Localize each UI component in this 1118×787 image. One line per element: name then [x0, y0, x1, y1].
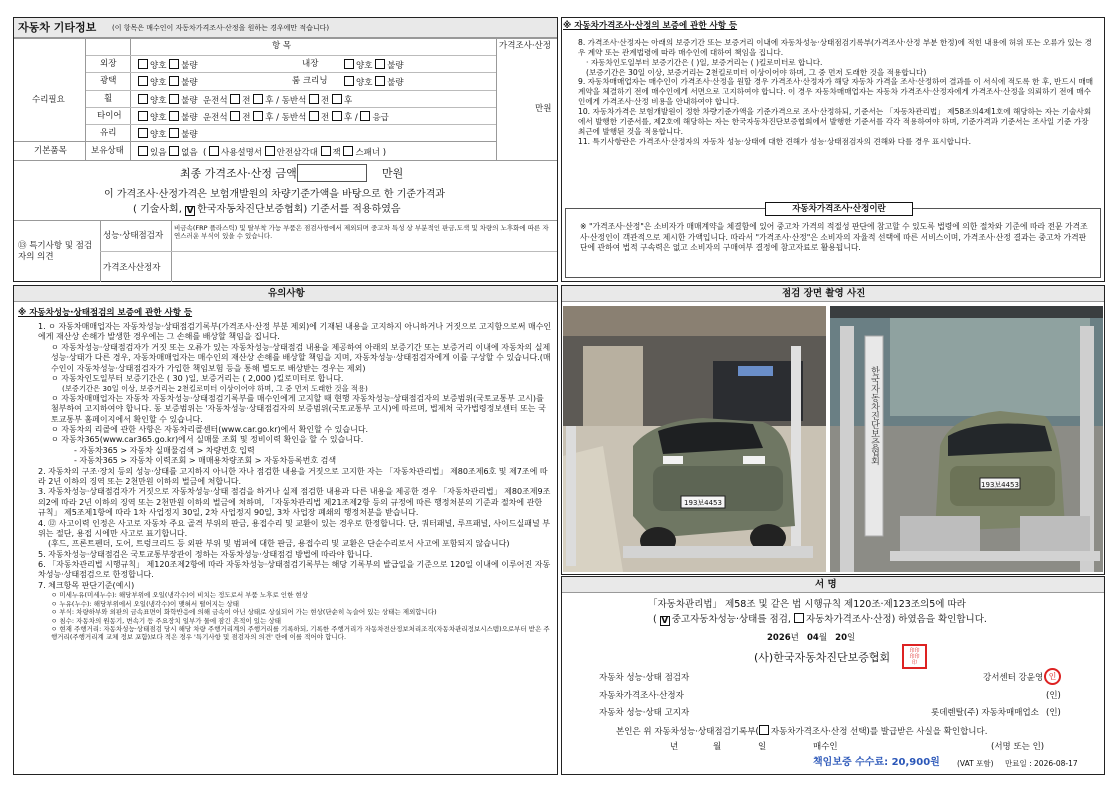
standard-line2-a: ( 기술사회,: [133, 204, 182, 215]
sign-year: 2026: [767, 633, 791, 643]
sign-month: 04: [807, 633, 819, 643]
buyer-sign: (서명 또는 인): [991, 742, 1045, 752]
checkbox[interactable]: [321, 146, 331, 156]
sign-year-unit: 년: [790, 633, 799, 643]
buyer-label: 매수인: [813, 742, 838, 752]
org-seal: 印印 印印 印: [902, 644, 927, 669]
caution-item: 1. ㅇ 자동차매매업자는 자동차성능·상태점검기록부(가격조사·산정 부분 제외)에 기재된 내용을 고지하지 아니하거나 거짓으로 고지함으로써 매수인에게 재산상 손해가 발생한 경우에는 그 손해를 배상할 책임을 집니다.: [38, 322, 552, 342]
inspector-label: 성능·상태점검자: [103, 231, 164, 241]
inspection-photo-front: [563, 306, 826, 572]
caution-list: [38, 322, 552, 642]
checkbox[interactable]: [309, 94, 319, 104]
row-label-gloss: 광택: [100, 76, 117, 86]
col-item-header: 항 목: [272, 41, 292, 51]
checkbox[interactable]: [360, 111, 370, 121]
association-sign: 한국자동차진단보증협회: [869, 366, 879, 465]
checkbox[interactable]: [230, 111, 240, 121]
price-note-item: 9. 자동차매매업자는 매수인이 가격조사·산정을 원할 경우 가격조사·산정자가 해당 자동차 가격을 조사·산정하여 결과를 이 서식에 적도록 한 후, 반드시 매매계약을 체결하기 전에 매수인에게 서면으로 고지하여야 합니다. 이 경우 자동차매매업자는 자동차 가격조사·산정자에게 가격조사·산정을 의뢰하기 전에 매수인에게 가격조사·산정 비용을 안내하여야 합니다.: [578, 77, 1094, 107]
row-label-wheel: 휠: [104, 94, 113, 104]
signature-line2-b: 자동차가격조사·산정) 하였음을 확인합니다.: [805, 614, 987, 625]
definition-title: 자동차가격조사·산정이란: [765, 202, 913, 216]
caution-item: 4. ⑫ 사고이력 인정은 사고로 자동차 주요 골격 부위의 판금, 용접수리 및 교환이 있는 경우로 한정합니다. 단, 쿼터패널, 루프패널, 사이드실패널 부위는 절단, 용접 시에만 사고로 표기합니다.: [38, 518, 550, 538]
definition-text: ※ "가격조사·산정"은 소비자가 매매계약을 체결함에 있어 중고차 가격의 적절성 판단에 참고할 수 있도록 법령에 의한 절차와 기준에 따라 전문 가격조사·산정인이 객관적으로 제시한 가액입니다. 따라서 "가격조사·산정"은 소비자의 자율적 선택에 따른 서비스이며, 가격조사·산정 결과는 중고차 가격판단에 관하여 법적 구속력은 없고 소비자의 구매여부 결정에 참고자료로 활용됩니다.: [580, 222, 1088, 253]
row-label-exterior: 외장: [100, 59, 117, 69]
col-price-header: 가격조사·산정: [499, 41, 551, 51]
buyer-confirm-a: 본인은 위 자동차성능·상태점검기록부(: [616, 727, 759, 737]
checkbox[interactable]: [169, 76, 179, 86]
price-note-list: [578, 38, 1096, 146]
caution-item: ㅇ 자동차의 리콜에 관한 사항은 자동차리콜센터(www.car.go.kr)에서 확인할 수 있습니다.: [51, 425, 369, 434]
inspector-seal: 인: [1044, 668, 1061, 685]
sign-row-value: 롯데렌탈(주) 자동차매매업소: [931, 708, 1039, 718]
checkbox[interactable]: [375, 59, 385, 69]
caution-item: (후드, 프론트펜더, 도어, 트렁크리드 등 외판 부위 및 범퍼에 대한 판금, 용접수리 및 교환은 단순수리로서 사고에 포함되지 않습니다): [48, 539, 510, 549]
row-opts-wheel: 양호 불량 운전석 전 후 / 동반석 전 후: [138, 94, 352, 107]
caution-item: - 자동차365 > 자동차 실매물검색 > 차량번호 입력: [74, 445, 255, 455]
signature-line2: ( V 중고자동차성능·상태를 점검, 자동차가격조사·산정) 하였음을 확인합니다.: [653, 614, 987, 626]
checkbox[interactable]: [794, 613, 804, 623]
row-opts-glass: 양호 불량: [138, 128, 198, 141]
row-label-room: 룸 크리닝: [292, 76, 328, 86]
row-opts-interior: 양호 불량: [344, 59, 404, 72]
plate-number-lift: 193보4453: [981, 481, 1019, 489]
checkbox[interactable]: [138, 76, 148, 86]
final-price-input[interactable]: [297, 164, 367, 182]
checkbox[interactable]: [138, 128, 148, 138]
signature-line2-a: 중고자동차성능·상태를 점검,: [671, 614, 791, 625]
fee-text: 책임보증 수수료: 20,900원: [813, 757, 940, 768]
checkbox[interactable]: [209, 146, 219, 156]
row-opts-basic: 있음 없음 ( 사용설명서 안전삼각대 잭 스패너 ): [138, 146, 386, 159]
checkbox[interactable]: [169, 146, 179, 156]
checkbox[interactable]: [332, 94, 342, 104]
sign-date: [767, 633, 855, 644]
signature-title: 서 명: [815, 579, 837, 590]
fee-vat: (VAT 포함): [957, 759, 994, 768]
standard-line2-b: 한국자동차진단보증협회) 기준서를 적용하였음: [197, 204, 401, 215]
sign-row-label: 자동차 성능·상태 점검자: [599, 673, 690, 683]
criteria-item: ㅇ 미세누유(미세누수): 해당부위에 오일(냉각수)이 비치는 정도로서 부품 노후로 인한 현상: [51, 591, 308, 600]
other-info-subtitle: (이 항목은 매수인이 자동차가격조사·산정을 원하는 경우에만 적습니다): [112, 24, 330, 32]
caution-item: 2. 자동차의 구조·장치 등의 성능·상태를 고지하지 아니한 자나 점검한 내용을 거짓으로 고지한 자는 「자동차관리법」 제80조제6호 및 제7조에 따라 2년 이하의 징역 또는 2천만원 이하의 벌금에 처합니다.: [38, 466, 548, 486]
unit-label: 만원: [535, 104, 552, 114]
criteria-item: ㅇ 현재 주행거리: 자동차성능·상태점검 당시 해당 차량 주행거리계의 주행거리를 기록하되, 기록한 주행거리가 자동차전산정보처리조직(자동차관리정보시스템)으로부터 받은 주행거리(주행거리계 교체 정보 포함)보다 적은 경우 '특기사항 및 점검자의 의견' 란에 이를 적어야 합니다.: [51, 625, 550, 642]
checkbox[interactable]: [265, 146, 275, 156]
caution-item: 3. 자동차성능·상태점검자가 거짓으로 자동차성능·상태 점검을 하거나 실제 점검한 내용과 다른 내용을 제공한 경우 「자동차관리법」 제80조제9조의2에 따라 2년 이하의 징역 또는 2천만원 이하의 벌금에 처하며, 「자동차관리법 제21조제2항 등의 규정에 따른 행정처분의 기준과 절차에 관한 규칙」 제5조제1항에 따라 1차 사업정지 30일, 2차 사업정지 90일, 3차 사업장 폐쇄의 행정처분을 받습니다.: [38, 487, 551, 518]
sign-day: 20: [835, 633, 848, 643]
plate-number-front: 193보4453: [684, 499, 722, 507]
row-opts-tire: 양호 불량 운전석 전 후 / 동반석 전 후 / 응급: [138, 111, 389, 124]
row-label-tire: 타이어: [97, 111, 122, 121]
photo-title: 점검 장면 촬영 사진: [782, 288, 866, 299]
sign-row-mark: (인): [1046, 708, 1061, 718]
basic-label: 기본품목: [34, 146, 67, 156]
caution-item: (보증기간은 30일 이상, 보증거리는 2천킬로미터 이상이어야 하며, 그 중 먼저 도래한 것을 적용): [62, 384, 368, 394]
sign-month-unit: 월: [818, 633, 828, 643]
checkbox[interactable]: [344, 76, 354, 86]
checkbox[interactable]: [375, 76, 385, 86]
checkbox[interactable]: [138, 146, 148, 156]
checkbox[interactable]: [343, 146, 353, 156]
repair-label: 수리필요: [32, 95, 65, 105]
caution-item: ㅇ 자동차매매업자는 자동차 자동차성능·상태점검기록부를 매수인에게 고지할 때 현행 자동차성능·상태점검자의 보증범위(국토교통부 고시)를 첨부하여 고지하여야 합니다. 동 보증범위는 '자동차성능·상태점검자의 보증범위(국토교통부 고시)에 따르며, 법제처 국가법령정보센터 또는 국토교통부 홈페이지에서 확인할 수 있습니다.: [51, 393, 546, 424]
buyer-confirm-b: 자동차가격조사·산정 선택)를 발급받은 사실을 확인합니다.: [770, 727, 988, 737]
buyer-month: 월: [713, 742, 722, 752]
final-price-unit: 만원: [382, 167, 404, 180]
checkbox[interactable]: [309, 111, 319, 121]
row-opts-exterior: 양호 불량: [138, 59, 198, 72]
sign-row-value: 강서센터 강윤영: [983, 673, 1044, 683]
checkbox-checked[interactable]: V: [661, 616, 669, 626]
buyer-day: 일: [758, 742, 767, 752]
checkbox[interactable]: [344, 59, 354, 69]
standard-line1: 이 가격조사·산정가격은 보험개발원의 차량기준가액을 바탕으로 한 기준가격과: [104, 189, 446, 200]
row-label-basic: 보유상태: [91, 146, 124, 156]
price-note-item: · 자동차인도일부터 보증기간은 ( )일, 보증거리는 ( )킬로미터로 합니다.: [586, 57, 823, 67]
checkbox[interactable]: [138, 59, 148, 69]
checkbox[interactable]: [230, 94, 240, 104]
checkbox[interactable]: [169, 111, 179, 121]
row-label-glass: 유리: [100, 128, 117, 138]
final-price-label: 최종 가격조사·산정 금액: [180, 167, 297, 180]
expire-date: 만료일 : 2026-08-17: [1005, 759, 1078, 768]
criteria-item: ㅇ 부식: 차량하부와 외판의 금속표면이 화학반응에 의해 금속이 아닌 상태로 상실되어 가는 현상(단순히 녹슬어 있는 상태는 제외합니다): [51, 608, 437, 617]
row-opts-gloss: 양호 불량: [138, 76, 198, 89]
checkbox[interactable]: [138, 94, 148, 104]
caution-sub: ※ 자동차성능·상태점검의 보증에 관한 사항 등: [18, 308, 193, 318]
caution-item: 5. 자동차성능·상태점검은 국토교통부장관이 정하는 자동차성능·상태점검 방법에 따라야 합니다.: [38, 549, 373, 559]
caution-item: ㅇ 자동차성능·상태점검자가 거짓 또는 오류가 있는 자동차성능·상태점검 내용을 제공하여 아래의 보증기간 또는 보증거리 이내에 자동차의 실제 성능·상태가 다른 경우, 자동차매매업자는 매수인의 재산상 손해를 배상할 책임을 지며, 자동차성능·상태점검자에게 이를 구상할 수 있습니다.(매수인이 자동차성능·상태점검자가 가입한 책임보험 등을 통해 별도로 배상받는 경우는 제외): [51, 342, 551, 373]
signature-line1: 「자동차관리법」 제58조 및 같은 법 시행규칙 제120조·제123조의5에 따라: [648, 599, 966, 610]
sign-row-label: 자동차 성능·상태 고지자: [599, 708, 690, 718]
price-note-item: (보증기간은 30일 이상, 보증거리는 2천킬로미터 이상이어야 하며, 그 중 먼저 도래한 것을 적용합니다): [586, 67, 927, 77]
caution-item: ㅇ 자동차인도일부터 보증기간은 ( 30 )일, 보증거리는 ( 2,000 )킬로미터로 합니다.: [51, 373, 344, 383]
criteria-item: ㅇ 누유(누수): 해당부위에서 오일(냉각수)이 맺혀서 떨어지는 상태: [51, 599, 239, 608]
checkbox[interactable]: [169, 59, 179, 69]
inspection-photo-lift: [830, 306, 1103, 572]
grid: [14, 38, 557, 39]
row-label-interior: 내장: [302, 59, 319, 69]
sign-row-mark: (인): [1046, 691, 1061, 701]
criteria-item: ㅇ 침수: 자동차의 원동기, 변속기 등 주요장치 일부가 물에 잠긴 흔적이 있는 상태: [51, 616, 281, 625]
checkbox-checked[interactable]: V: [186, 206, 194, 216]
price-note-item: 11. 특기사항란은 가격조사·산정자의 자동차 성능·상태에 대한 견해가 성능·상태점검자의 견해와 다를 경우 표시합니다.: [578, 136, 972, 146]
checkbox[interactable]: [169, 128, 179, 138]
checkbox[interactable]: [169, 94, 179, 104]
org-name: (사)한국자동차진단보증협회: [754, 651, 891, 664]
checkbox[interactable]: [253, 111, 263, 121]
caution-item: 7. 체크항목 판단기준(예시): [38, 580, 135, 590]
row-opts-room: 양호 불량: [344, 76, 404, 89]
price-note-title: ※ 자동차가격조사·산정의 보증에 관한 사항 등: [563, 21, 738, 31]
checkbox[interactable]: [253, 94, 263, 104]
caution-title: 유의사항: [268, 288, 305, 299]
caution-item: 6. 「자동차관리법 시행규칙」 제120조제2항에 따라 자동차성능·상태점검기록부는 해당 기록부의 발급일을 기준으로 120일 이내에 이루어진 자동차성능·상태점검으로 한정합니다.: [38, 560, 551, 580]
checkbox[interactable]: [759, 725, 769, 735]
buyer-confirm: [616, 725, 987, 738]
inspector-text: 비금속(FRP 플라스틱) 및 탈부착 가능 부품은 점검사항에서 제외되며 중고차 특성 상 부분적인 판금,도색 및 차량의 노후화에 따른 자연스러운 부식이 있을 수 있습니다.: [174, 224, 549, 241]
special-label: ⑬ 특기사항 및 점검자의 의견: [18, 241, 93, 262]
sign-row-label: 자동차가격조사·산정자: [599, 691, 684, 701]
checkbox[interactable]: [332, 111, 342, 121]
caution-item: - 자동차365 > 자동차 이력조회 > 매매용차량조회 > 자동차등록번호 검색: [74, 456, 337, 466]
caution-item: ㅇ 자동차365(www.car365.go.kr)에서 실매물 조회 및 정비이력 확인을 할 수 있습니다.: [51, 435, 364, 445]
sign-day-unit: 일: [847, 633, 856, 643]
other-info-title: 자동차 기타정보: [18, 21, 97, 34]
price-examiner-label: 가격조사산정자: [103, 263, 161, 273]
price-note-item: 10. 자동차가격은 보험개발원이 정한 차량기준가액을 기준가격으로 조사·산정하되, 기준서는 「자동차관리법」 제58조의4제1호에 해당하는 자는 기술사회에서 발행한 기준서를, 제2호에 해당하는 자는 한국자동차진단보증협회에서 발행한 기준서를 각각 적용하여야 하며, 기준가격과 기준서는 조사일 기준 가장 최근에 발행된 것을 적용합니다.: [578, 107, 1092, 136]
checkbox[interactable]: [138, 111, 148, 121]
buyer-year: 년: [670, 742, 679, 752]
price-note-item: 8. 가격조사·산정자는 아래의 보증기간 또는 보증거리 이내에 자동차성능·상태점검기록부(가격조사·산정 부분 한정)에 적힌 내용에 허위 또는 오류가 있는 경우 계약 또는 관계법령에 따라 매수인에 대하여 책임을 집니다.: [578, 38, 1092, 57]
standard-line2: [133, 204, 401, 217]
